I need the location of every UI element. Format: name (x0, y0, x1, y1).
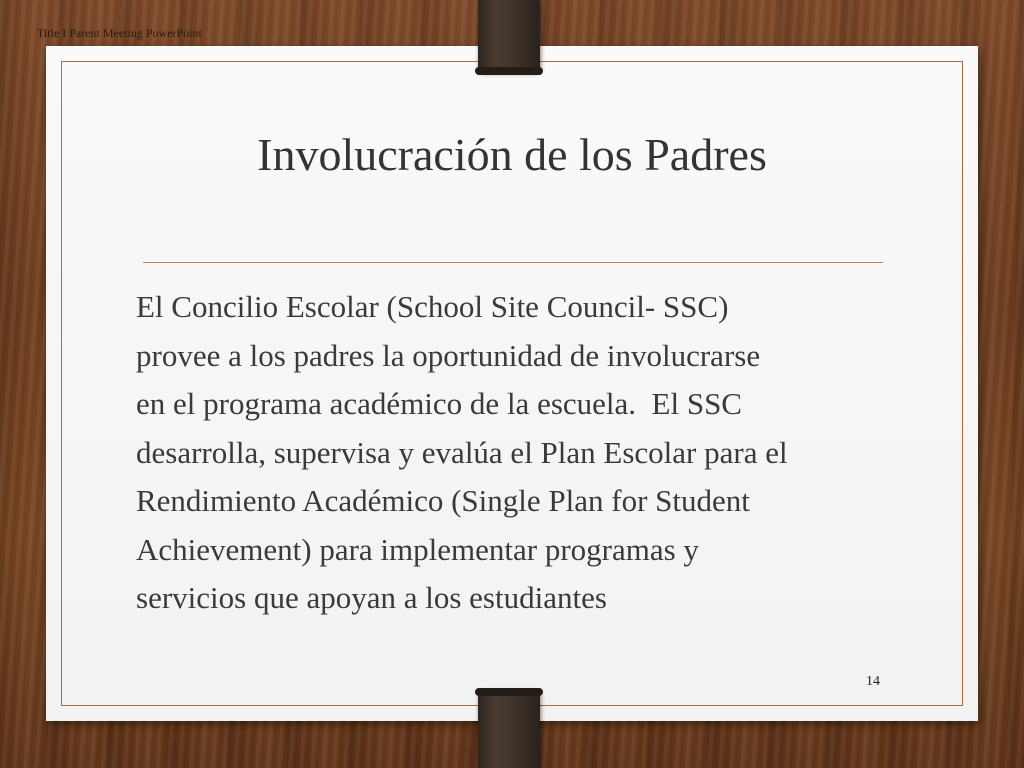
title-divider (143, 262, 883, 263)
slide-page-number: 14 (866, 674, 880, 689)
slide-body-text (136, 283, 936, 623)
top-clip-cap (475, 67, 543, 75)
body-line: servicios que apoyan a los estudiantes (136, 580, 607, 615)
presentation-title-label: Title I Parent Meeting PowerPoint (37, 26, 202, 40)
body-line: desarrolla, supervisa y evalúa el Plan Escolar para el (136, 434, 788, 470)
bottom-clip-graphic (478, 690, 540, 768)
body-line: Rendimiento Académico (Single Plan for Student (136, 483, 750, 518)
slide-title: Involucración de los Padres (257, 129, 767, 180)
body-line: El Concilio Escolar (School Site Council- SSC) (136, 289, 729, 324)
body-line: Achievement) para implementar programas y (136, 531, 699, 567)
body-line: provee a los padres la oportunidad de involucrarse (136, 337, 761, 373)
top-clip-graphic (478, 0, 540, 73)
bottom-clip-cap (475, 688, 543, 696)
body-line: en el programa académico de la escuela. El SSC (136, 386, 742, 421)
